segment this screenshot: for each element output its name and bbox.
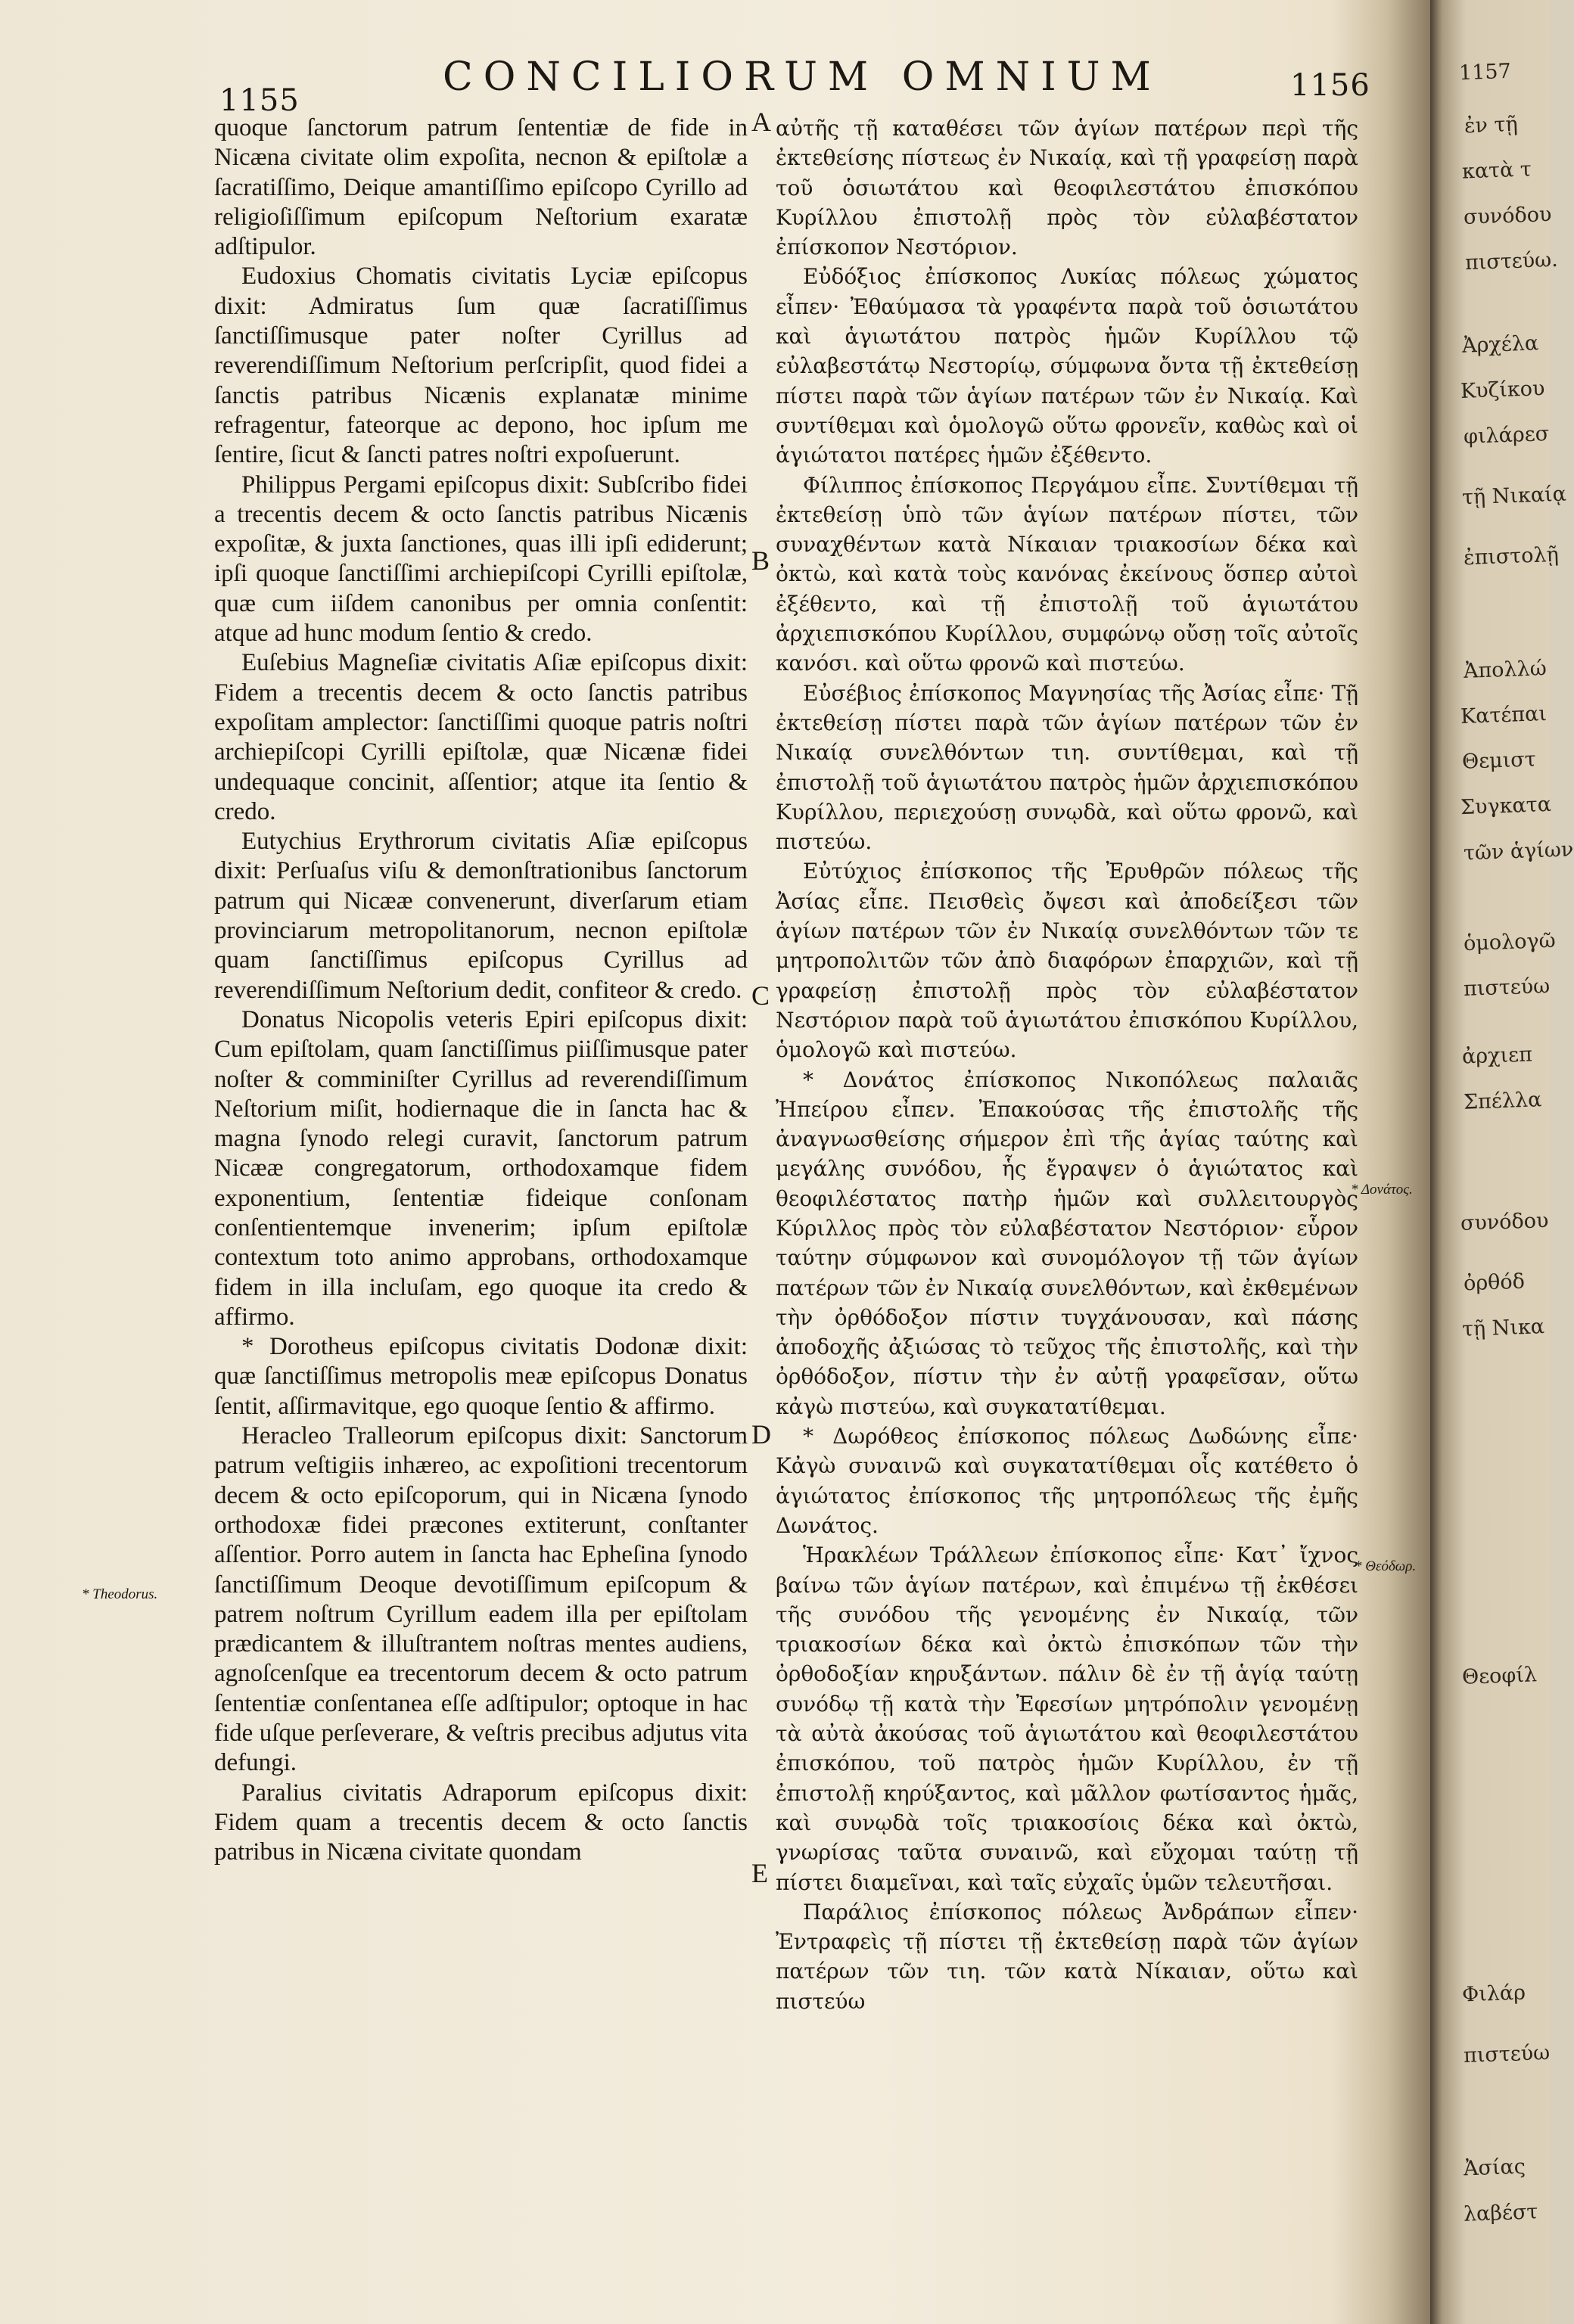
adjacent-fragment: συνόδου — [1460, 1208, 1549, 1236]
adjacent-fragment: συνόδου — [1463, 202, 1552, 230]
adjacent-fragment: Θεμιστ — [1461, 747, 1537, 774]
greek-paragraph: Εὐσέβιος ἐπίσκοπος Μαγνησίας τῆς Ἀσίας εἶπε· Τῇ ἐκτεθείσῃ πίστει παρὰ τῶν ἁγίων πατέρων τῶν ἐν Νικαίᾳ συνελθόντων τιη. συντίθεμαι, καὶ τῇ ἐπιστολῇ τοῦ ἁγιωτάτου πατρὸς ἡμῶν ἀρχιεπισκόπου Κυρίλλου, περιεχούσῃ συνῳδὰ, καὶ οὕτω φρονῶ, καὶ πιστεύω. — [776, 680, 1358, 855]
greek-paragraph: Ἡρακλέων Τράλλεων ἐπίσκοπος εἶπε· Κατ᾽ ἴχνος βαίνω τῶν ἁγίων πατέρων, καὶ ἐπιμένω τῇ ἐκθέσει τῆς συνόδου τῆς γενομένης ἐν Νικαίᾳ, τῶν τριακοσίων δέκα καὶ ὀκτὼ ἐπισκόπων τῶν τὴν ὀρθοδοξίαν κηρυξάντων. πάλιν δὲ ἐν τῇ ἁγίᾳ ταύτῃ συνόδῳ τῇ κατὰ τὴν Ἐφεσίων μητρόπολιν γενομένῃ τὰ αὐτὰ ἀκούσας τοῦ ἁγιωτάτου καὶ θεοφιλεστάτου ἐπισκόπου, τοῦ πατρὸς ἡμῶν Κυρίλλου, ἐν τῇ ἐπιστολῇ κηρύξαντος, καὶ μᾶλλον φωτίσαντος ἡμᾶς, καὶ συνῳδὰ τοῖς τριακοσίοις δέκα καὶ ὀκτὼ, γνωρίσας ταῦτα συναινῶ, καὶ εὔχομαι ταύτῃ τῇ πίστει διαμεῖναι, καὶ ταῖς εὐχαῖς ὑμῶν τελευτῆσαι. — [776, 1543, 1358, 1895]
greek-paragraph: αὐτῆς τῇ καταθέσει τῶν ἁγίων πατέρων περὶ τῆς ἐκτεθείσης πίστεως ἐν Νικαίᾳ, καὶ τῇ γραφείσῃ παρὰ τοῦ ὁσιωτάτου καὶ θεοφιλεστάτου ἐπισκόπου Κυρίλλου ἐπιστολῇ πρὸς τὸν εὐλαβέστατον ἐπίσκοπον Νεστόριον. — [776, 116, 1358, 260]
adjacent-fragment: Ἀσίας — [1463, 2155, 1526, 2181]
adjacent-page-strip — [1430, 0, 1574, 2324]
margin-note-right-dorotheus: * Θεόδωρ. — [1355, 1558, 1417, 1574]
latin-paragraph: Philippus Pergami epiſcopus dixit: Subſcribo fidei a trecentis decem & octo ſanctis patribus Nicænis expoſitæ, & juxta ſanctiones, quas illi ipſi ediderunt; ipſi quoque ſanctiſſimi archiepiſcopi Cyrilli epiſtolæ, quæ cum iiſdem canonibus per omnia conſentit: atque ad hunc modum ſentio & credo. — [214, 471, 748, 648]
adjacent-fragment: τῇ Νικαίᾳ — [1461, 482, 1567, 510]
page-number-right: 1156 — [1290, 68, 1370, 103]
greek-paragraph: * Δονάτος ἐπίσκοπος Νικοπόλεως παλαιᾶς Ἠπείρου εἶπεν. Ἐπακούσας τῆς ἐπιστολῆς τῆς ἀναγνωσθείσης σήμερον ἐπὶ τῆς ἁγίας ταύτης καὶ μεγάλης συνόδου, ἧς ἔγραψεν ὁ ἁγιώτατος καὶ θεοφιλέστατος πατὴρ ἡμῶν καὶ συλλειτουργὸς Κύριλλος πρὸς τὸν εὐλαβέστατον Νεστόριον· εὗρον ταύτην σύμφωνον καὶ συνομόλογον τῇ τῶν ἁγίων πατέρων τῶν ἐν Νικαίᾳ συνελθόντων, καὶ ἐκθεμένων τὴν ὀρθόδοξον πίστιν τυγχάνουσαν, καὶ πάσης ἀποδοχῆς ἀξιώσας τὸ τεῦχος τῆς ἐπιστολῆς, καὶ τὴν ὀρθόδοξον, πίστιν τὴν ἐν αὐτῇ γραφεῖσαν, οὕτω κἀγὼ πιστεύω, καὶ συγκατατίθεμαι. — [776, 1067, 1358, 1419]
latin-paragraph: Euſebius Magneſiæ civitatis Aſiæ epiſcopus dixit: Fidem a trecentis decem & octo ſanctis patribus expoſitam amplector: ſanctiſſimi quoque patris noſtri archiepiſcopi Cyrilli epiſtolæ, quæ Nicænæ fidei undequaque concinit, aſſentior; atque ita ſentio & credo. — [214, 649, 748, 825]
greek-paragraph: Φίλιππος ἐπίσκοπος Περγάμου εἶπε. Συντίθεμαι τῇ ἐκτεθείσῃ ὑπὸ τῶν ἁγίων πατέρων πίστει, τῶν συναχθέντων κατὰ Νίκαιαν τριακοσίων δέκα καὶ ὀκτὼ, καὶ κατὰ τοὺς κανόνας ἐκείνους ὅσπερ αὐτοὶ ἐξέθεντο, καὶ τῇ ἐπιστολῇ τοῦ ἁγιωτάτου ἀρχιεπισκόπου Κυρίλλου, συμφώνῳ οὔσῃ τοῖς αὐτοῖς κανόσι. καὶ οὕτω φρονῶ καὶ πιστεύω. — [776, 472, 1358, 676]
running-title: CONCILIORUM OMNIUM — [443, 54, 1162, 100]
latin-paragraph: Donatus Nicopolis veteris Epiri epiſcopus dixit: Cum epiſtolam, quam ſanctiſſimus piiſſimusque pater noſter & comminiſter Cyrillus ad reverendiſſimum Neſtorium miſit, hodiernaque die in ſancta hac & magna ſynodo relegi curavit, ſanctorum patrum Nicææ congregatorum, orthodoxamque fidem exponentium, ſententiæ fideique conſonam conſentientemque invenerim; ipſum epiſtolæ contextum toto animo approbans, orthodoxamque fidem in illa incluſam, ego quoque ita credo & affirmo. — [214, 1005, 748, 1331]
adjacent-fragment: Κατέπαι — [1460, 702, 1548, 729]
adjacent-fragment: πιστεύω. — [1464, 247, 1559, 275]
adjacent-fragment: ἐν τῇ — [1464, 112, 1519, 138]
latin-paragraph: Paralius civitatis Adraporum epiſcopus dixit: Fidem quam a trecentis decem & octo ſanctis patribus in Nicæna civitate quondam — [214, 1779, 748, 1866]
greek-paragraph: * Δωρόθεος ἐπίσκοπος πόλεως Δωδώνης εἶπε· Κἀγὼ συναινῶ καὶ συγκατατίθεμαι οἷς κατέθετο ὁ ἁγιώτατος ἐπίσκοπος τῆς μητροπόλεως τῆς ἐμῆς Δωνάτος. — [776, 1424, 1358, 1538]
adjacent-fragment: τῶν ἁγίων — [1463, 837, 1574, 865]
latin-paragraph: Eutychius Erythrorum civitatis Aſiæ epiſcopus dixit: Perſuaſus viſu & demonſtrationibus ſanctorum patrum qui Nicææ convenerunt, diverſarum etiam provinciarum metropolitanorum, necnon epiſtolæ quam ſanctiſſimus epiſcopus Cyrillus ad reverendiſſimum Neſtorium dedit, confiteor & credo. — [214, 828, 748, 1004]
adjacent-fragment: λαβέστ — [1463, 2200, 1538, 2226]
section-marker-c: C — [751, 980, 770, 1011]
latin-paragraph: Heracleo Tralleorum epiſcopus dixit: Sanctorum patrum veſtigiis inhæreo, ac expoſitioni trecentorum decem & octo epiſcoporum, qui in Nicæna ſynodo orthodoxæ fidei præcones extiterunt, conſtanter aſſentior. Porro autem in ſancta hac Epheſina ſynodo ſanctiſſimum Deoque devotiſſimum epiſcopum & patrem noſtrum Cyrillum eadem illa per epiſtolam prædicantem & illuſtrantem noſtras mentes audiens, agnoſcenſque ea trecentorum decem & octo patrum ſententiæ conſentanea eſſe adſtipulor; optoque in hac fide uſque perſeverare, & veſtris precibus adjutus vita defungi. — [214, 1422, 748, 1777]
page-number-left: 1155 — [219, 83, 300, 118]
adjacent-page-number: 1157 — [1458, 59, 1512, 85]
adjacent-fragment: Ἀρχέλα — [1461, 331, 1539, 358]
latin-column — [214, 113, 748, 1868]
section-marker-e: E — [751, 1858, 768, 1888]
adjacent-fragment: Θεοφίλ — [1461, 1663, 1538, 1689]
adjacent-fragment: Ἀπολλώ — [1463, 657, 1548, 683]
adjacent-fragment: πιστεύω — [1463, 974, 1551, 1001]
section-marker-d: D — [751, 1419, 771, 1449]
adjacent-fragment: ἐπιστολῇ — [1463, 542, 1560, 570]
adjacent-fragment: πιστεύω — [1463, 2041, 1551, 2068]
latin-paragraph: quoque ſanctorum patrum ſententiæ de fide in Nicæna civitate olim expoſita, necnon & epiſtolæ a ſacratiſſimo, Deique amantiſſimo epiſcopo Cyrillo ad religioſiſſimum epiſcopum Neſtorium exaratæ adſtipulor. — [214, 114, 748, 261]
section-marker-a: A — [751, 107, 771, 137]
adjacent-fragment: Συγκατα — [1460, 792, 1552, 820]
greek-column — [776, 113, 1358, 2016]
adjacent-fragment: φιλάρεσ — [1463, 422, 1550, 449]
adjacent-fragment: Σπέλλα — [1463, 1088, 1542, 1114]
adjacent-fragment: Φιλάρ — [1461, 1981, 1526, 2007]
adjacent-fragment: τῇ Νικα — [1461, 1315, 1545, 1341]
adjacent-fragment: κατὰ τ — [1461, 157, 1532, 184]
adjacent-fragment: ἀρχιεπ — [1461, 1042, 1533, 1069]
margin-note-right-donatus: * Δονάτος. — [1351, 1182, 1413, 1198]
latin-paragraph: * Dorotheus epiſcopus civitatis Dodonæ dixit: quæ ſanctiſſimus metropolis meæ epiſcopus Donatus ſentit, aſſirmavitque, ego quoque ſentio & affirmo. — [214, 1333, 748, 1420]
greek-paragraph: Εὐδόξιος ἐπίσκοπος Λυκίας πόλεως χώματος εἶπεν· Ἐθαύμασα τὰ γραφέντα παρὰ τοῦ ὁσιωτάτου καὶ ἁγιωτάτου πατρὸς ἡμῶν Κυρίλλου τῷ εὐλαβεστάτῳ Νεστορίῳ, σύμφωνα ὄντα τῇ ἐκτεθείσῃ πίστει παρὰ τῶν ἁγίων πατέρων τῶν ἐν Νικαίᾳ. Καὶ συντίθεμαι καὶ ὁμολογῶ οὕτω φρονεῖν, καθὼς καὶ οἱ ἁγιώτατοι πατέρες ἡμῶν ἐξέθεντο. — [776, 264, 1358, 468]
adjacent-fragment: ὀρθόδ — [1463, 1269, 1526, 1296]
adjacent-fragment: ὁμολογῶ — [1463, 928, 1557, 956]
greek-paragraph: Παράλιος ἐπίσκοπος πόλεως Ἀνδράπων εἶπεν· Ἐντραφεὶς τῇ πίστει τῇ ἐκτεθείσῃ παρὰ τῶν ἁγίων πατέρων τῶν τιη. τῶν κατὰ Νίκαιαν, οὕτω καὶ πιστεύω — [776, 1899, 1358, 2014]
section-marker-b: B — [751, 545, 770, 576]
adjacent-fragment: Κυζίκου — [1460, 377, 1545, 403]
greek-paragraph: Εὐτύχιος ἐπίσκοπος τῆς Ἐρυθρῶν πόλεως τῆς Ἀσίας εἶπε. Πεισθεὶς ὄψεσι καὶ ἀποδείξεσι τῶν ἁγίων πατέρων τῶν ἐν Νικαίᾳ συνελθόντων τῶν τε μητροπολιτῶν τῶν ἀπὸ διαφόρων ἐπαρχιῶν, καὶ τῇ γραφείσῃ ἐπιστολῇ πρὸς τὸν εὐλαβέστατον Νεστόριον παρὰ τοῦ ἁγιωτάτου ἐπισκόπου Κυρίλλου, ὁμολογῶ καὶ πιστεύω. — [776, 859, 1358, 1063]
margin-note-left: * Theodorus. — [82, 1586, 158, 1602]
latin-paragraph: Eudoxius Chomatis civitatis Lyciæ epiſcopus dixit: Admiratus ſum quæ ſacratiſſimus ſanctiſſimusque pater noſter Cyrillus ad reverendiſſimum Neſtorium perſcripſit, quod fidei a ſanctis patribus Nicænis explanatæ minime refragentur, fateorque ac depono, hoc ipſum me ſentire, ſicut & ſancti patres noſtri expoſuerunt. — [214, 263, 748, 469]
